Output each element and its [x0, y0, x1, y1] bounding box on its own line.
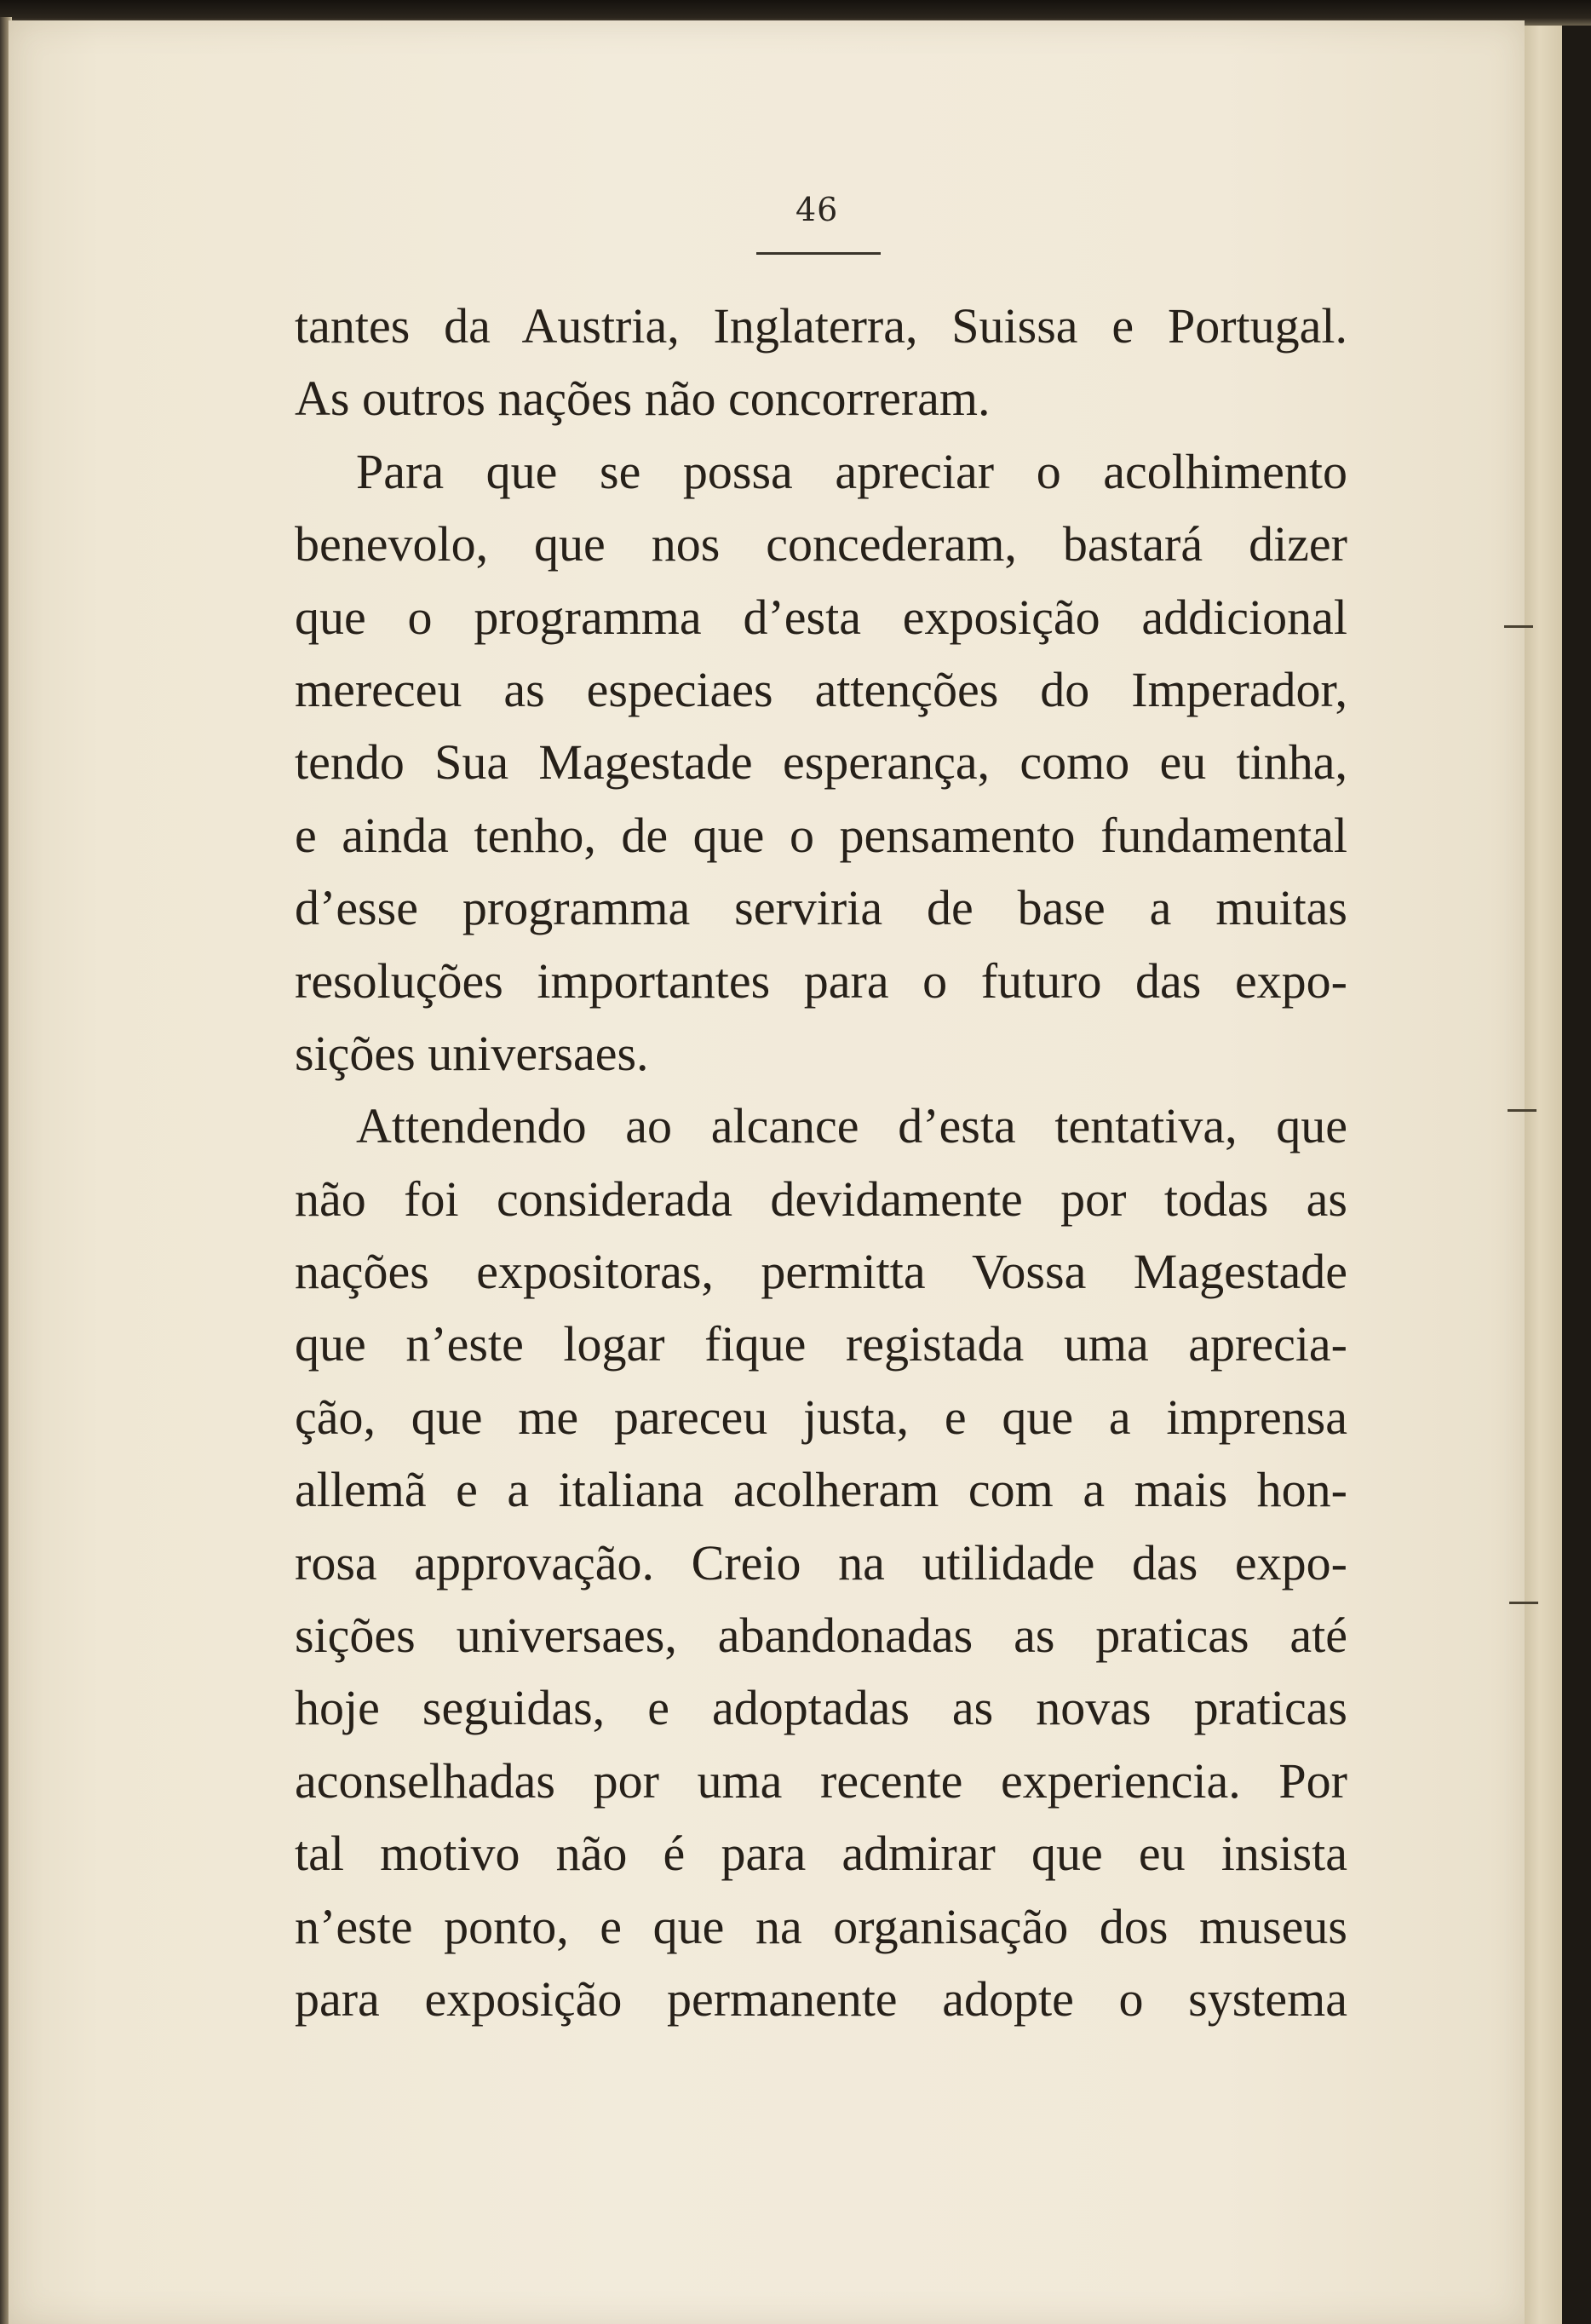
text-line: que n’este logar fique registada uma aprecia-	[295, 1316, 1347, 1372]
text-line: tantes da Austria, Inglaterra, Suissa e Portugal.	[295, 298, 1347, 354]
text-line: tal motivo não é para admirar que eu insista	[295, 1826, 1347, 1882]
text-line: hoje seguidas, e adoptadas as novas praticas	[295, 1680, 1347, 1736]
text-line: e ainda tenho, de que o pensamento fundamental	[295, 807, 1347, 863]
margin-mark	[1504, 625, 1533, 628]
margin-mark	[1509, 1602, 1538, 1604]
text-line: Para que se possa apreciar o acolhimento	[356, 443, 1347, 499]
text-line: para exposição permanente adopte o systema	[295, 1970, 1347, 2027]
text-line: mereceu as especiaes attenções do Imperador,	[295, 661, 1347, 717]
text-line: Attendendo ao alcance d’esta tentativa, que	[356, 1098, 1347, 1154]
text-line: sições universaes, abandonadas as praticas até	[295, 1608, 1347, 1664]
text-line: sições universaes.	[295, 1025, 649, 1081]
text-line: rosa approvação. Creio na utilidade das expo-	[295, 1534, 1347, 1591]
text-line: n’este ponto, e que na organisação dos museus	[295, 1898, 1347, 1954]
text-line: allemã e a italiana acolheram com a mais hon-	[295, 1462, 1347, 1518]
text-line: d’esse programma serviria de base a muitas	[295, 880, 1347, 936]
right-page-edge	[1525, 26, 1562, 2324]
text-line: tendo Sua Magestade esperança, como eu tinha,	[295, 734, 1347, 791]
text-line: As outros nações não concorreram.	[295, 371, 991, 427]
text-line: resoluções importantes para o futuro das expo-	[295, 952, 1347, 1009]
text-line: que o programma d’esta exposição addicional	[295, 589, 1347, 645]
text-line: não foi considerada devidamente por todas as	[295, 1171, 1347, 1227]
page-number: 46	[796, 191, 839, 228]
page-number-rule	[756, 252, 881, 255]
text-line: benevolo, que nos concederam, bastará dizer	[295, 516, 1347, 572]
text-line: nações expositoras, permitta Vossa Magestade	[295, 1244, 1347, 1300]
margin-mark	[1508, 1109, 1536, 1112]
text-line: ção, que me pareceu justa, e que a imprensa	[295, 1389, 1347, 1445]
text-line: aconselhadas por uma recente experiencia. Por	[295, 1752, 1347, 1809]
body-text	[295, 290, 1347, 2035]
